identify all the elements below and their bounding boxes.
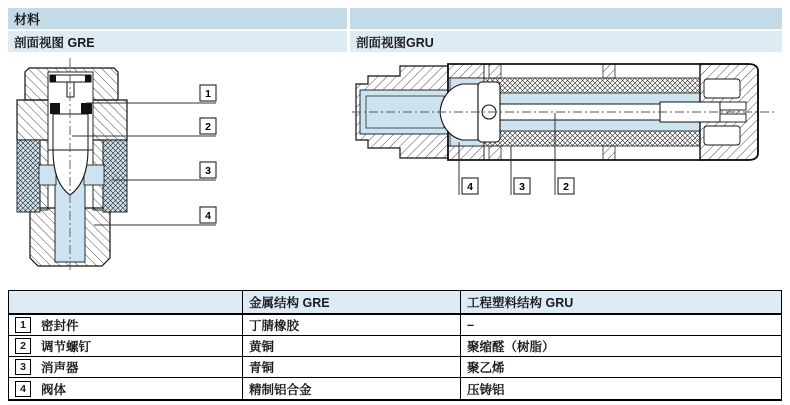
callout-marker-3 (514, 178, 530, 194)
material-gru: 聚乙烯 (467, 361, 505, 375)
svg-text:2: 2 (563, 181, 569, 193)
materials-header-band-right (350, 8, 782, 29)
part-cell (9, 336, 243, 356)
page-title: 材料 (14, 12, 41, 27)
materials-table (8, 290, 782, 401)
callout-marker-2 (558, 178, 574, 194)
gre-section-drawing (8, 58, 220, 273)
materials-header-band (8, 8, 347, 29)
material-gre: 精制铝合金 (243, 378, 461, 399)
gru-section-band (350, 31, 782, 52)
callout-marker-3 (200, 162, 216, 178)
material-gre: 青铜 (243, 357, 461, 377)
table-row (9, 336, 781, 357)
part-name: 阀体 (41, 382, 67, 397)
table-row (9, 378, 781, 399)
callout-marker-4 (200, 207, 216, 223)
svg-text:4: 4 (205, 210, 211, 222)
part-number-badge: 3 (15, 359, 31, 375)
header-cell-gru: 工程塑料结构 GRU (467, 296, 574, 310)
material-gru: – (467, 318, 474, 332)
gru-section-title: 剖面视图GRU (356, 35, 434, 50)
material-gre: 丁腈橡胶 (243, 315, 461, 335)
part-name: 调节螺钉 (41, 340, 92, 354)
part-number-badge: 2 (15, 338, 31, 354)
table-row (9, 357, 781, 378)
part-name: 密封件 (41, 319, 79, 333)
header-cell-empty (9, 291, 243, 313)
part-number-badge: 4 (15, 381, 31, 397)
callout-marker-2 (200, 118, 216, 134)
svg-text:3: 3 (205, 165, 211, 177)
svg-text:1: 1 (205, 88, 211, 100)
callout-marker-1 (200, 85, 216, 101)
part-cell (9, 378, 243, 399)
gre-section-title: 剖面视图 GRE (14, 35, 95, 50)
part-cell (9, 357, 243, 377)
gru-section-drawing (350, 58, 782, 208)
part-cell (9, 315, 243, 335)
svg-text:3: 3 (519, 181, 525, 193)
callout-marker-4 (462, 178, 478, 194)
table-header-row (9, 291, 781, 315)
material-gre: 黄铜 (243, 336, 461, 356)
gre-section-band (8, 31, 347, 52)
part-name: 消声器 (41, 361, 79, 375)
svg-text:2: 2 (205, 121, 211, 133)
material-gru: 压铸铝 (467, 382, 505, 397)
table-row (9, 315, 781, 336)
svg-text:4: 4 (467, 181, 473, 193)
header-cell-gre: 金属结构 GRE (243, 291, 461, 313)
part-number-badge: 1 (15, 317, 31, 333)
material-gru: 聚缩醛（树脂） (467, 340, 555, 354)
